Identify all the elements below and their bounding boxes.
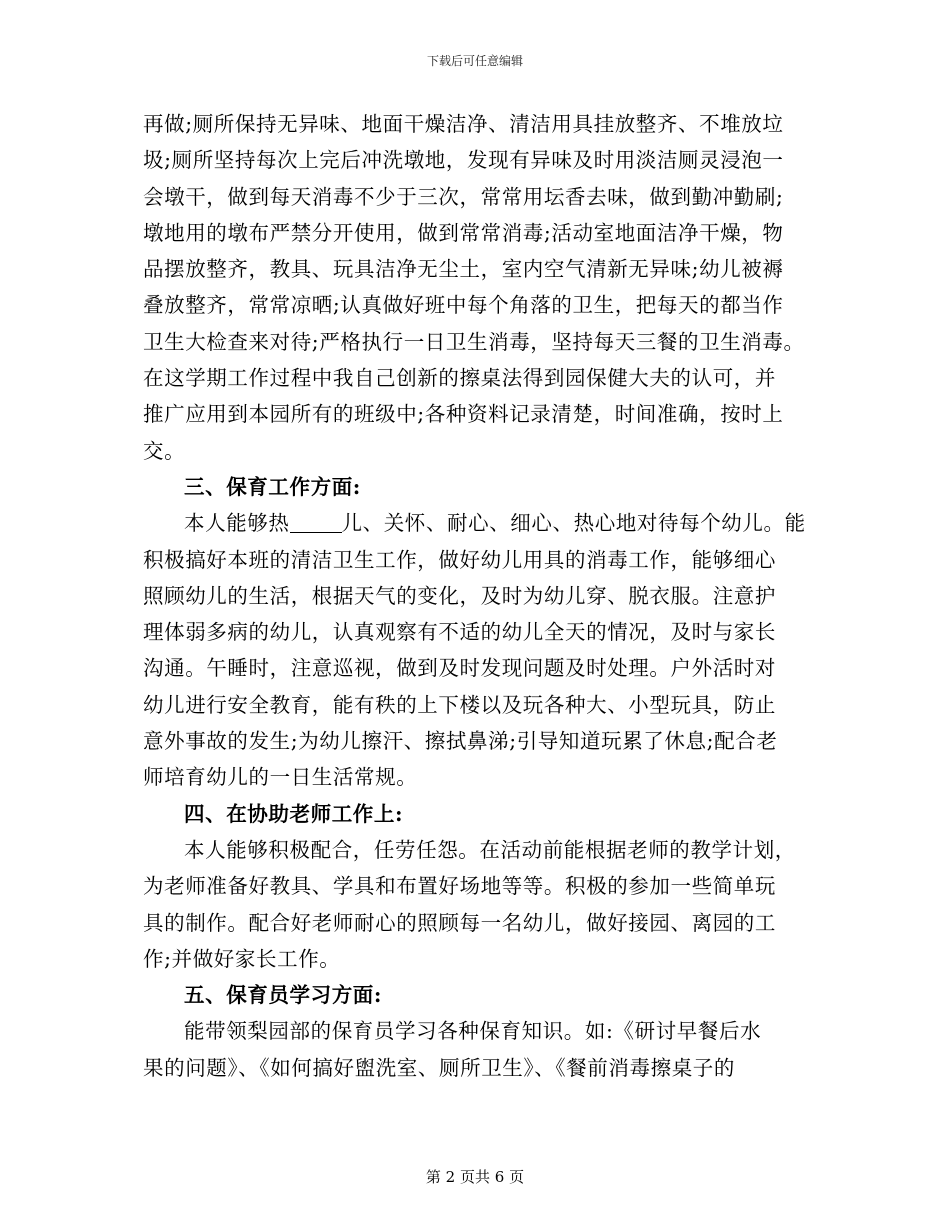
paragraph-line: 果的问题》、《如何搞好盥洗室、厕所卫生》、《餐前消毒擦桌子的: [143, 1055, 735, 1080]
paragraph-line: [143, 505, 808, 541]
paragraph-line: 意外事故的发生;为幼儿擦汗、擦拭鼻涕;引导知道玩累了休息;配合老: [143, 729, 778, 754]
paragraph-line: 交。: [143, 438, 186, 463]
section-heading: 四、在协助老师工作上:: [184, 801, 404, 826]
paragraph-line: 为老师准备好教具、学具和布置好场地等等。积极的参加一些简单玩: [143, 874, 776, 899]
paragraph-line: 叠放整齐，常常凉晒;认真做好班中每个角落的卫生，把每天的都当作: [143, 293, 784, 318]
paragraph-line: 沟通。午睡时，注意巡视，做到及时发现问题及时处理。户外活时对: [143, 656, 776, 681]
page-footer: 第 2 页共 6 页: [425, 1168, 525, 1186]
paragraph-line: 积极搞好本班的清洁卫生工作，做好幼儿用具的消毒工作，能够细心: [143, 547, 776, 572]
line-text-rest: 儿、关怀、耐心、细心、热心地对待每个幼儿。能: [341, 511, 806, 536]
paragraph-line: 师培育幼儿的一日生活常规。: [143, 765, 418, 790]
paragraph-line: 在这学期工作过程中我自己创新的擦桌法得到园保健大夫的认可，并: [143, 366, 776, 391]
page-header: 下载后可任意编辑: [426, 54, 523, 68]
paragraph-line: 会墩干，做到每天消毒不少于三次，常常用坛香去味，做到勤冲勤刷;: [143, 184, 784, 209]
section-heading: 五、保育员学习方面:: [184, 983, 383, 1008]
paragraph-line: 墩地用的墩布严禁分开使用，做到常常消毒;活动室地面洁净干燥，物: [143, 220, 784, 245]
paragraph-line: 推广应用到本园所有的班级中;各种资料记录清楚，时间准确，按时上: [143, 402, 784, 427]
document-body: [143, 106, 808, 1086]
paragraph-line: 作;并做好家长工作。: [143, 946, 341, 971]
paragraph-line: 理体弱多病的幼儿，认真观察有不适的幼儿全天的情况，及时与家长: [143, 620, 776, 645]
section-heading: 三、保育工作方面:: [184, 474, 361, 499]
paragraph-line: 卫生大检查来对待;严格执行一日卫生消毒，坚持每天三餐的卫生消毒。: [143, 329, 805, 354]
paragraph-line: 具的制作。配合好老师耐心的照顾每一名幼儿，做好接园、离园的工: [143, 910, 776, 935]
line-text: 本人能够热: [184, 511, 290, 536]
paragraph-line: 圾;厕所坚持每次上完后冲洗墩地，发现有异味及时用淡洁厕灵浸泡一: [143, 148, 784, 173]
paragraph-line: 品摆放整齐，教具、玩具洁净无尘土，室内空气清新无异味;幼儿被褥: [143, 257, 784, 282]
paragraph-line: 再做;厕所保持无异味、地面干燥洁净、清洁用具挂放整齐、不堆放垃: [143, 112, 784, 136]
paragraph-line: 照顾幼儿的生活，根据天气的变化，及时为幼儿穿、脱衣服。注意护: [143, 583, 776, 608]
paragraph-line: 幼儿进行安全教育，能有秩的上下楼以及玩各种大、小型玩具，防止: [143, 692, 776, 717]
paragraph-line: 能带领梨园部的保育员学习各种保育知识。如:《研讨早餐后水: [184, 1019, 762, 1044]
fill-in-blank: [290, 512, 342, 534]
paragraph-line: 本人能够积极配合，任劳任怨。在活动前能根据老师的教学计划，: [184, 837, 796, 862]
